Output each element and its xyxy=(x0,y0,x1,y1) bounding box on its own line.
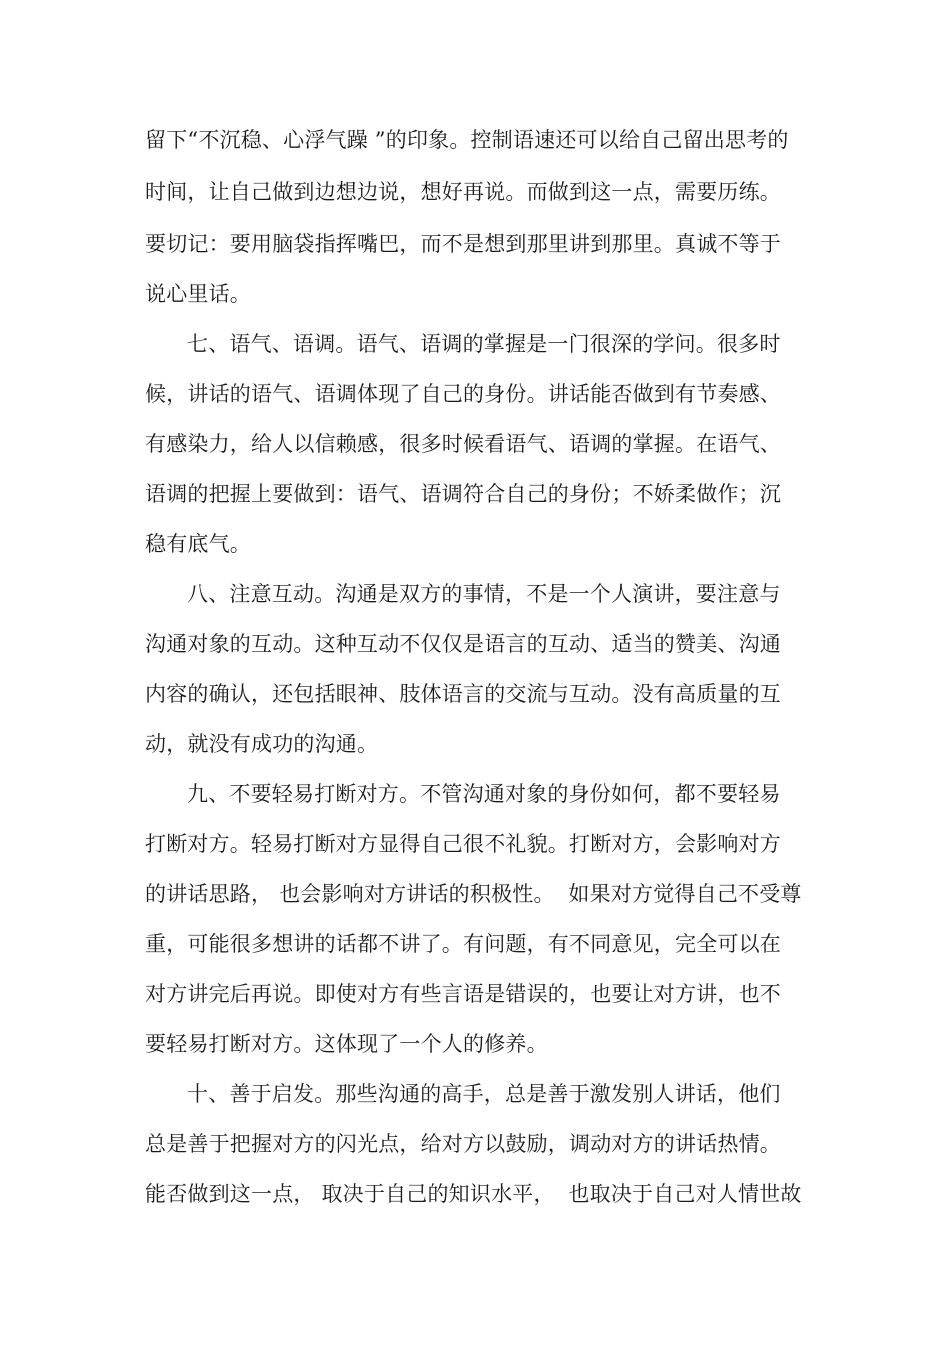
text-line: 能否做到这一点， 取决于自己的知识水平， 也取决于自己对人情世故 xyxy=(145,1182,802,1206)
paragraph-ten-heading-line: 十、善于启发。那些沟通的高手，总是善于激发别人讲话，他们 xyxy=(187,1082,781,1106)
text-line: 的讲话思路， 也会影响对方讲话的积极性。 如果对方觉得自己不受尊 xyxy=(145,882,802,906)
text-line: 要轻易打断对方。这体现了一个人的修养。 xyxy=(145,1032,548,1056)
text-line: 总是善于把握对方的闪光点，给对方以鼓励，调动对方的讲话热情。 xyxy=(145,1132,781,1156)
text-line: 对方讲完后再说。即使对方有些言语是错误的，也要让对方讲，也不 xyxy=(145,982,781,1006)
text-line: 重，可能很多想讲的话都不讲了。有问题，有不同意见，完全可以在 xyxy=(145,932,781,956)
text-line: 稳有底气。 xyxy=(145,532,251,556)
text-line: 时间，让自己做到边想边说，想好再说。而做到这一点，需要历练。 xyxy=(145,180,781,204)
text-line: 留下“不沉稳、心浮气躁 ”的印象。控制语速还可以给自己留出思考的 xyxy=(145,128,789,152)
text-line: 有感染力，给人以信赖感，很多时候看语气、语调的掌握。在语气、 xyxy=(145,432,781,456)
text-line: 说心里话。 xyxy=(145,282,251,306)
text-line: 动，就没有成功的沟通。 xyxy=(145,732,379,756)
text-line: 沟通对象的互动。这种互动不仅仅是语言的互动、适当的赞美、沟通 xyxy=(145,632,781,656)
text-line: 语调的把握上要做到：语气、语调符合自己的身份；不娇柔做作；沉 xyxy=(145,482,781,506)
paragraph-eight-heading-line: 八、注意互动。沟通是双方的事情，不是一个人演讲，要注意与 xyxy=(187,582,781,606)
text-line: 要切记：要用脑袋指挥嘴巴，而不是想到那里讲到那里。真诚不等于 xyxy=(145,232,781,256)
paragraph-seven-heading-line: 七、语气、语调。语气、语调的掌握是一门很深的学问。很多时 xyxy=(187,332,781,356)
paragraph-nine-heading-line: 九、不要轻易打断对方。不管沟通对象的身份如何，都不要轻易 xyxy=(187,782,781,806)
text-line: 候，讲话的语气、语调体现了自己的身份。讲话能否做到有节奏感、 xyxy=(145,382,781,406)
text-line: 打断对方。轻易打断对方显得自己很不礼貌。打断对方，会影响对方 xyxy=(145,832,781,856)
text-line: 内容的确认，还包括眼神、肢体语言的交流与互动。没有高质量的互 xyxy=(145,682,781,706)
